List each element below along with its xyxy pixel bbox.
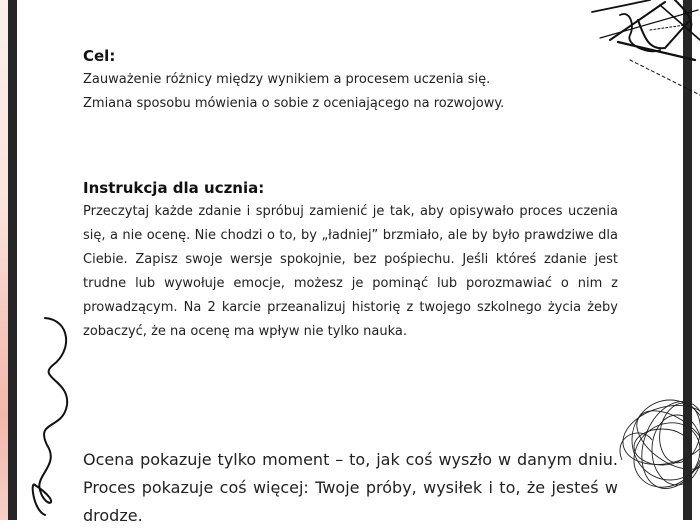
goal-line-1: Zauważenie różnicy między wynikiem a procesem uczenia się. <box>83 72 491 87</box>
goal-heading: Cel: <box>83 47 116 65</box>
instruction-section <box>83 178 618 344</box>
instruction-body: Przeczytaj każde zdanie i spróbuj zamienić je tak, aby opisywało proces uczenia się, a nie ocenę. Nie chodzi o to, by „ładniej” brzmiało, ale by było prawdziwe dla Ciebie. Zapisz swoje wersje spokojnie, bez pośpiechu. Jeśli któreś zdanie jest trudne lub wywołuje emocje, możesz je pominąć lub porozmawiać o nim z prowadzącym. Na 2 karcie przeanalizuj historię z twojego szkolnego życia żeby zobaczyć, że na ocenę ma wpływ nie tylko nauka. <box>83 204 618 339</box>
decorative-pink-margin <box>0 0 8 520</box>
summary-section <box>83 446 618 530</box>
frame-bar-left <box>8 0 17 520</box>
frame-bar-right <box>683 0 692 520</box>
loop-scribble-icon <box>25 310 85 520</box>
summary-body: Ocena pokazuje tylko moment – to, jak coś wyszło w danym dniu. Proces pokazuje coś więcej: Twoje próby, wysiłek i to, że jesteś w drodze. <box>83 450 618 525</box>
goal-section <box>83 46 618 116</box>
goal-line-2: Zmiana sposobu mówienia o sobie z oceniającego na rozwojowy. <box>83 96 505 111</box>
instruction-heading: Instrukcja dla ucznia: <box>83 179 265 197</box>
